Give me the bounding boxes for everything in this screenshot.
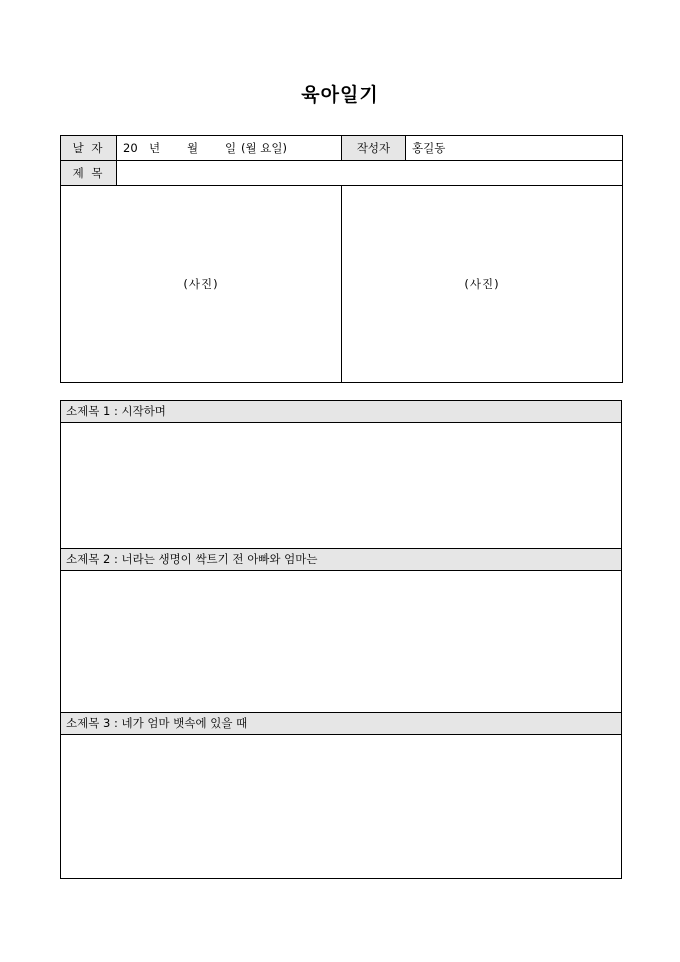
date-weekday: (월 요일) (241, 141, 287, 155)
info-table (60, 135, 623, 383)
section-2 (60, 548, 622, 712)
date-year-unit: 년 (149, 141, 161, 155)
author-field[interactable]: 홍길동 (406, 136, 623, 161)
section-2-heading: 소제목 2 : 너라는 생명이 싹트기 전 아빠와 엄마는 (61, 549, 621, 571)
date-year: 20 (123, 141, 138, 155)
section-1-heading: 소제목 1 : 시작하며 (61, 401, 621, 423)
section-1-body[interactable] (61, 423, 621, 548)
section-3 (60, 712, 622, 879)
subject-field[interactable] (117, 161, 623, 186)
author-label: 작성자 (342, 136, 406, 161)
section-2-body[interactable] (61, 571, 621, 712)
photo-left-slot[interactable]: (사진) (61, 186, 342, 383)
section-3-body[interactable] (61, 735, 621, 878)
subject-label: 제 목 (61, 161, 117, 186)
date-day-unit: 일 (225, 141, 237, 155)
section-3-heading: 소제목 3 : 네가 엄마 뱃속에 있을 때 (61, 713, 621, 735)
date-field[interactable] (117, 136, 342, 161)
date-label: 날 자 (61, 136, 117, 161)
date-month-unit: 월 (187, 141, 199, 155)
photo-right-slot[interactable]: (사진) (342, 186, 623, 383)
section-1 (60, 400, 622, 548)
page-title: 육아일기 (301, 84, 379, 106)
